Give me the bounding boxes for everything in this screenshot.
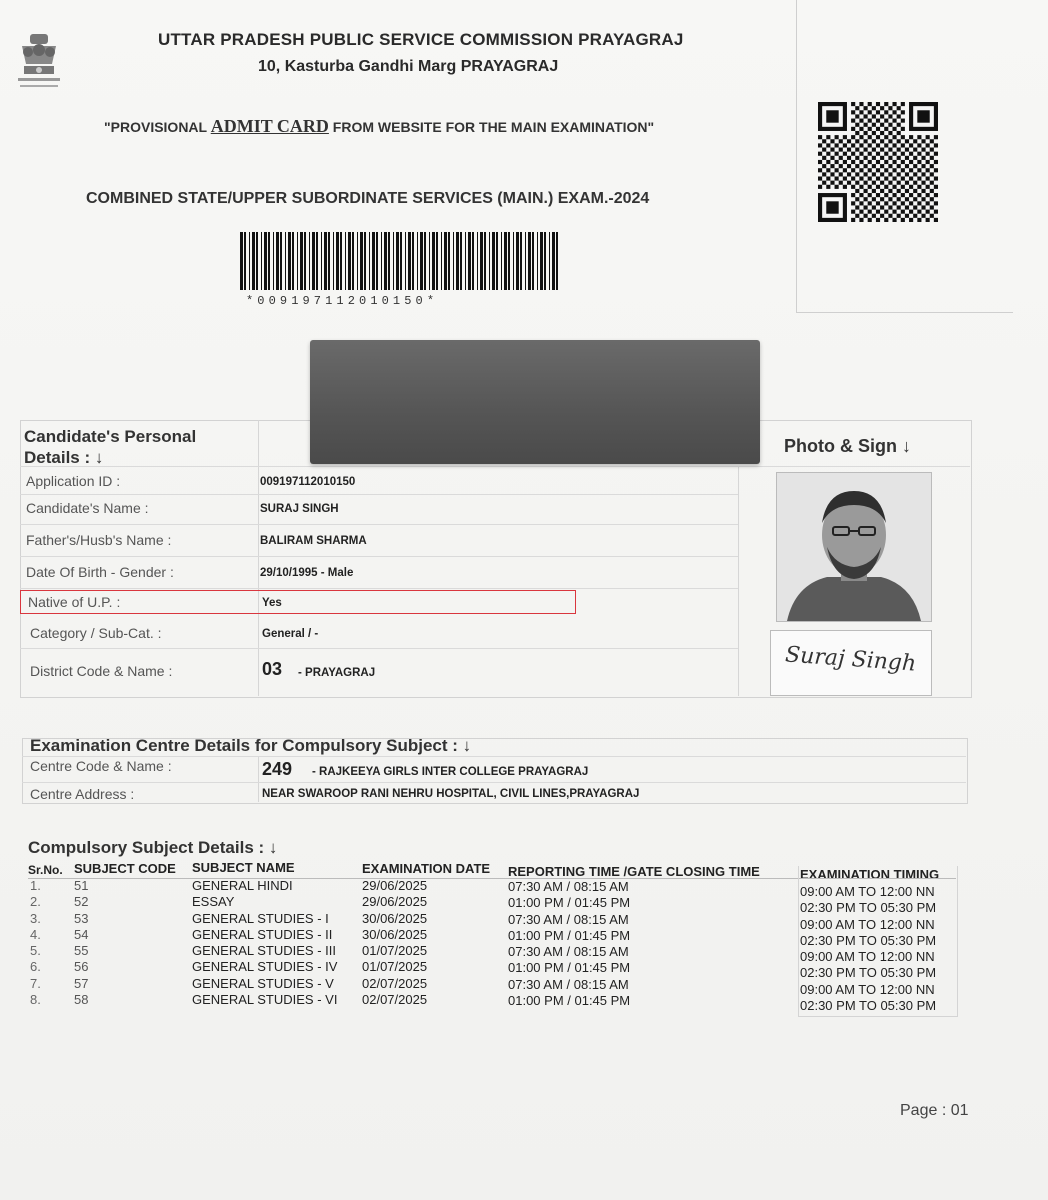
table-cell: 52 [74,894,89,910]
banner-suffix: FROM WEBSITE FOR THE MAIN EXAMINATION" [332,119,655,135]
redaction-bar [310,340,760,464]
native-up-label: Native of U.P. : [28,594,121,610]
table-cell: GENERAL STUDIES - II [192,926,333,942]
candidate-signature-box [770,630,932,696]
divider [20,648,738,649]
banner-admit-card: ADMIT CARD [210,116,329,136]
candidate-photo [776,472,932,622]
table-cell: 30/06/2025 [362,926,428,942]
table-cell: 29/06/2025 [362,878,428,893]
table-cell: 09:00 AM TO 12:00 NN [800,949,935,965]
subject-name-column [192,878,337,1008]
category-label: Category / Sub-Cat. : [30,625,162,641]
candidate-name-value: SURAJ SINGH [260,503,339,515]
table-cell: 7. [30,975,41,991]
col-sr-no: Sr.No. [28,863,63,877]
table-cell: 07:30 AM / 08:15 AM [508,976,629,992]
table-cell: 5. [30,943,41,959]
divider [258,756,259,802]
table-cell: 02:30 PM TO 05:30 PM [800,998,937,1014]
application-id-value: 009197112010150 [260,476,356,488]
table-cell: 09:00 AM TO 12:00 NN [800,916,935,932]
col-subject-name: SUBJECT NAME [192,860,295,875]
dob-gender-label: Date Of Birth - Gender : [26,564,174,580]
divider [20,556,738,557]
table-cell: 02:30 PM TO 05:30 PM [800,932,937,948]
table-cell: 30/06/2025 [362,910,428,926]
col-subject-code: SUBJECT CODE [74,861,176,876]
table-cell: 09:00 AM TO 12:00 NN [800,884,935,899]
banner-prefix: "PROVISIONAL [104,119,207,135]
exam-timing-column [800,884,936,1014]
subject-details-heading: Compulsory Subject Details : ↓ [28,838,278,857]
table-cell: 01/07/2025 [362,959,428,975]
centre-code: 249 [262,759,293,779]
table-cell: 02/07/2025 [362,975,428,991]
photo-sign-heading: Photo & Sign ↓ [784,436,911,456]
table-cell: 6. [30,959,41,975]
table-cell: 51 [74,878,89,893]
qr-code-icon [818,102,938,222]
table-cell: 58 [74,992,89,1008]
exam-date-column [362,878,427,1008]
divider [22,756,966,757]
commission-name: UTTAR PRADESH PUBLIC SERVICE COMMISSION PRAYAGRAJ [158,30,684,49]
divider [20,524,738,525]
table-cell: 07:30 AM / 08:15 AM [508,944,629,960]
table-cell: 01:00 PM / 01:45 PM [508,993,631,1009]
barcode-icon [238,232,562,294]
application-id-label: Application ID : [26,473,121,489]
dob-gender-value: 29/10/1995 - Male [260,567,354,579]
table-cell: 29/06/2025 [362,894,428,910]
table-cell: 02:30 PM TO 05:30 PM [800,900,937,916]
state-emblem-icon [10,30,68,94]
father-name-label: Father's/Husb's Name : [26,532,172,548]
table-cell: GENERAL STUDIES - III [192,943,336,959]
table-cell: 8. [30,992,41,1008]
centre-address-value: NEAR SWAROOP RANI NEHRU HOSPITAL, CIVIL LINES,PRAYAGRAJ [262,788,640,800]
category-value: General / - [262,628,319,640]
table-cell: 07:30 AM / 08:15 AM [508,911,629,927]
table-cell: GENERAL STUDIES - V [192,975,334,991]
native-up-value: Yes [262,597,282,609]
table-cell: 07:30 AM / 08:15 AM [508,879,629,894]
table-cell: 57 [74,975,89,991]
table-cell: 1. [30,878,41,893]
divider [20,588,738,589]
table-cell: 55 [74,943,89,959]
heading-line: Details : ↓ [24,448,104,467]
table-cell: GENERAL STUDIES - VI [192,992,338,1008]
commission-address: 10, Kasturba Gandhi Marg PRAYAGRAJ [258,58,559,75]
col-exam-timing: EXAMINATION TIMING [800,867,940,882]
table-cell: 01:00 PM / 01:45 PM [508,960,631,976]
divider [738,466,739,696]
personal-details-heading [24,426,196,468]
centre-address-label: Centre Address : [30,786,135,802]
table-cell: GENERAL STUDIES - IV [192,959,338,975]
table-cell: 02/07/2025 [362,992,428,1008]
candidate-signature: Suraj Singh [784,642,917,677]
centre-name: - RAJKEEYA GIRLS INTER COLLEGE PRAYAGRAJ [312,766,589,778]
table-cell: GENERAL STUDIES - I [192,910,329,926]
table-cell: 4. [30,926,41,942]
centre-details-heading: Examination Centre Details for Compulsory Subject : ↓ [30,736,472,755]
sr-column [30,878,41,1008]
admit-card-banner [104,116,654,137]
table-cell: 02:30 PM TO 05:30 PM [800,965,937,981]
district-name: - PRAYAGRAJ [298,667,376,679]
table-cell: 01:00 PM / 01:45 PM [508,895,631,911]
centre-code-label: Centre Code & Name : [30,758,172,774]
col-exam-date: EXAMINATION DATE [362,861,491,876]
candidate-name-label: Candidate's Name : [26,500,149,516]
table-cell: 3. [30,910,41,926]
reporting-time-column [508,879,630,1009]
table-cell: 01:00 PM / 01:45 PM [508,927,631,943]
table-cell: ESSAY [192,894,235,910]
district-code: 03 [262,659,283,679]
table-cell: 09:00 AM TO 12:00 NN [800,981,935,997]
divider [258,420,259,696]
table-cell: 54 [74,926,89,942]
district-label: District Code & Name : [30,663,173,679]
heading-line: Candidate's Personal [24,427,197,446]
divider [22,782,966,783]
table-cell: 2. [30,894,41,910]
page-number: Page : 01 [900,1102,969,1119]
table-cell: 01/07/2025 [362,943,428,959]
father-name-value: BALIRAM SHARMA [260,535,367,547]
exam-title: COMBINED STATE/UPPER SUBORDINATE SERVICES (MAIN.) EXAM.-2024 [86,190,650,207]
table-cell: GENERAL HINDI [192,878,293,893]
table-cell: 53 [74,910,89,926]
col-reporting-time: REPORTING TIME /GATE CLOSING TIME [508,864,760,879]
table-cell: 56 [74,959,89,975]
code-column [74,878,88,1008]
barcode-number: *009197112010150* [246,294,439,308]
divider [20,494,738,495]
